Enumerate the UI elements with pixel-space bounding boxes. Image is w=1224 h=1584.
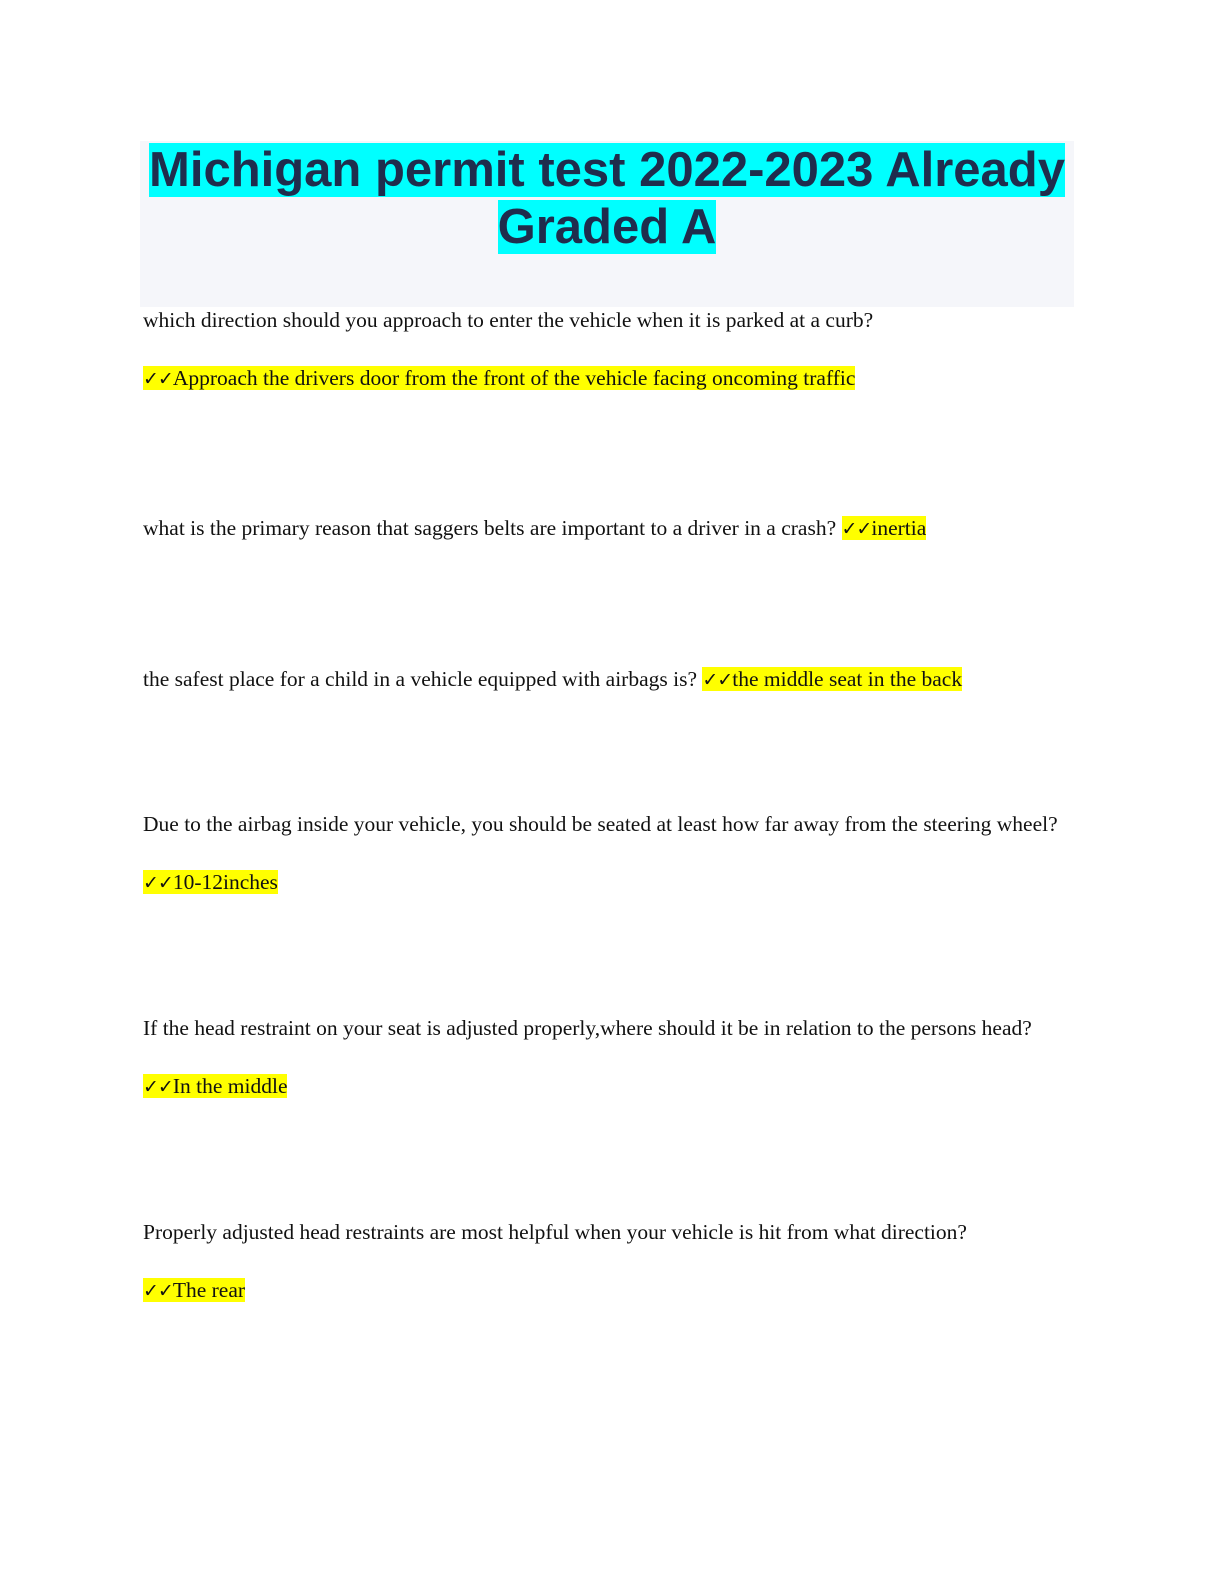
answer-text: In the middle — [172, 1074, 288, 1098]
qa-item-3 — [143, 650, 1078, 709]
answer-text: inertia — [871, 516, 927, 540]
double-check-icon: ✓✓ — [143, 872, 173, 894]
question-text: the safest place for a child in a vehicle equipped with airbags is? — [143, 667, 698, 691]
title-box — [140, 141, 1074, 307]
answer-highlight — [842, 516, 927, 540]
answer-text: 10-12inches — [172, 870, 278, 894]
question-text: If the head restraint on your seat is adjusted properly,where should it be in relation to the persons head? — [143, 1016, 1032, 1040]
double-check-icon: ✓✓ — [143, 368, 173, 390]
answer-highlight — [143, 1278, 245, 1302]
question-text: Properly adjusted head restraints are most helpful when your vehicle is hit from what direction? — [143, 1220, 967, 1244]
answer-text: the middle seat in the back — [732, 667, 963, 691]
qa-item-4 — [143, 795, 1078, 912]
question-text: which direction should you approach to enter the vehicle when it is parked at a curb? — [143, 308, 874, 332]
answer-highlight — [143, 366, 855, 390]
question-text: Due to the airbag inside your vehicle, you should be seated at least how far away from the steering wheel? — [143, 812, 1058, 836]
title-highlight: Michigan permit test 2022-2023 Already Graded A — [149, 143, 1065, 254]
answer-text: The rear — [172, 1278, 246, 1302]
qa-item-5 — [143, 999, 1078, 1116]
answer-highlight — [143, 870, 278, 894]
double-check-icon: ✓✓ — [702, 669, 733, 691]
answer-highlight — [702, 667, 962, 691]
double-check-icon: ✓✓ — [841, 518, 872, 540]
qa-item-1 — [143, 291, 1078, 408]
double-check-icon: ✓✓ — [143, 1076, 173, 1098]
answer-highlight — [143, 1074, 287, 1098]
double-check-icon: ✓✓ — [143, 1280, 173, 1302]
question-text: what is the primary reason that saggers belts are important to a driver in a crash? — [143, 516, 837, 540]
qa-item-2 — [143, 499, 1078, 558]
answer-text: Approach the drivers door from the front of the vehicle facing oncoming traffic — [172, 366, 856, 390]
qa-item-6 — [143, 1203, 1078, 1320]
document-title — [140, 141, 1074, 256]
